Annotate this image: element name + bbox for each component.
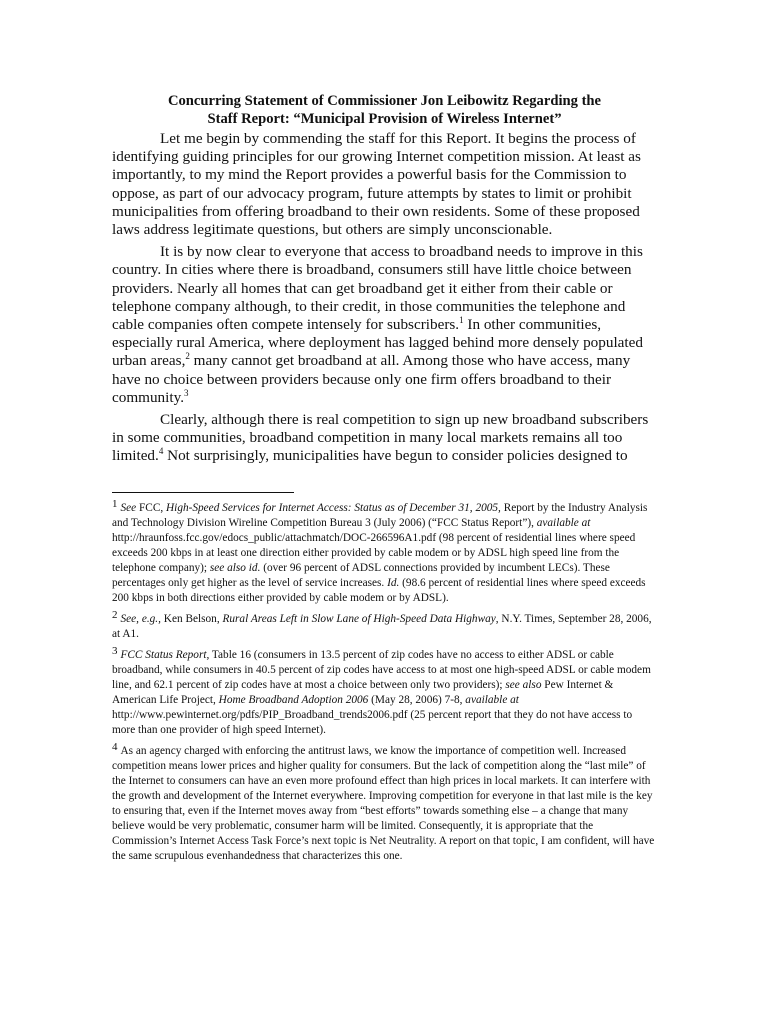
document-body bbox=[112, 92, 657, 870]
footnote-3-text-1: Table 16 (consumers in 13.5 percent of zip codes have no access to either ADSL or cable broadband, while consumers in 40.5 percent of zip codes have access to at most one high-speed ADSL or cable modem line, and 62.1 percent of zip codes have at most a choice between only two providers); bbox=[112, 648, 651, 691]
footnote-3-title: Home Broadband Adoption 2006 bbox=[218, 693, 369, 706]
footnote-2-text-2: , N.Y. Times, September 28, 2006, at A1. bbox=[112, 612, 652, 640]
footnote-3-ref: FCC Status Report, bbox=[120, 648, 210, 661]
footnote-1-see: See bbox=[120, 501, 137, 514]
footnote-3 bbox=[112, 644, 657, 738]
paragraph-3 bbox=[112, 411, 657, 466]
footnote-1-see-also: see also id. bbox=[209, 561, 261, 574]
page-title bbox=[112, 92, 657, 128]
footnote-1-text-3: http://hraunfoss.fcc.gov/edocs_public/attachmatch/DOC-266596A1.pdf (98 percent of residential lines where speed exceeds 200 kbps in at least one direction either provided by cable modem or by ADSL high speed line from the telephone company); bbox=[112, 531, 636, 574]
paragraph-3-text-b: Not surprisingly, municipalities have begun to consider policies designed to bbox=[163, 447, 628, 465]
footnote-ref-2: 2 bbox=[185, 351, 190, 362]
footnote-4-mark: 4 bbox=[112, 740, 118, 753]
footnote-2 bbox=[112, 608, 657, 642]
footnote-ref-4: 4 bbox=[158, 446, 164, 457]
footnote-4-text: As an agency charged with enforcing the antitrust laws, we know the importance of competition well. Increased competition means lower prices and higher quality for consumers. But the lack of competition along the “last mile” of the Internet to consumers can have an even more profound effect than high prices in local markets. It can interfere with the growth and development of the Internet everywhere. Improving competition for everyone in that last mile is the key to ensuring that, even if the Internet moves away from “best efforts” towards something else – a change that many believe would be very problematic, consumer harm will be limited. Consequently, it is appropriate that the Commission’s Internet Access Task Force’s next topic is Net Neutrality. A report on that topic, I am confident, will have the same scrupulous evenhandedness that characterizes this one. bbox=[112, 744, 655, 862]
footnote-2-text-1: Ken Belson, bbox=[160, 612, 223, 625]
title-line-2: Staff Report: “Municipal Provision of Wireless Internet” bbox=[207, 111, 562, 127]
footnote-4 bbox=[112, 740, 657, 864]
footnote-1-title: High-Speed Services for Internet Access: Status as of December 31, 2005, bbox=[166, 501, 501, 514]
title-line-1: Concurring Statement of Commissioner Jon Leibowitz Regarding the bbox=[167, 93, 602, 109]
footnote-2-mark: 2 bbox=[112, 608, 118, 621]
footnote-divider bbox=[112, 492, 294, 493]
paragraph-2-text-c: many cannot get broadband at all. Among those who have access, many have no choice between providers because only one firm offers broadband to their community. bbox=[112, 352, 631, 406]
paragraph-2 bbox=[112, 243, 657, 407]
footnote-1-mark: 1 bbox=[112, 497, 118, 510]
footnote-1-text-1: FCC, bbox=[136, 501, 167, 514]
footnote-3-text-3: (May 28, 2006) 7-8, bbox=[368, 693, 466, 706]
footnote-3-mark: 3 bbox=[112, 644, 118, 657]
footnote-3-see-also: see also bbox=[505, 678, 542, 691]
footnote-3-available: available at bbox=[465, 693, 519, 706]
paragraph-2-text-a: It is by now clear to everyone that access to broadband needs to improve in this country. In cities where there is broadband, consumers still have little choice between providers. Nearly all homes that can get broadband get it either from their cable or telephone company although, to their credit, in those communities the telephone and cable companies often compete intensely for subscribers. bbox=[112, 243, 643, 334]
paragraph-2-text-b: In other communities, especially rural America, where deployment has lagged behind more densely populated urban areas, bbox=[112, 316, 643, 370]
footnote-2-see: See, e.g., bbox=[120, 612, 161, 625]
footnote-1 bbox=[112, 497, 657, 606]
paragraph-1: Let me begin by commending the staff for this Report. It begins the process of identifying guiding principles for our growing Internet competition mission. At least as importantly, to my mind the Report provides a powerful basis for the Commission to oppose, as part of our advocacy program, future attempts by states to limit or prohibit municipalities from offering broadband to their own residents. Some of these proposed laws address legitimate questions, but others are simply unconscionable. bbox=[112, 130, 641, 239]
footnote-1-id: Id. bbox=[387, 576, 400, 589]
footnote-ref-3: 3 bbox=[184, 387, 189, 398]
footnote-3-text-4: http://www.pewinternet.org/pdfs/PIP_Broadband_trends2006.pdf (25 percent report that they do not have access to more than one provider of high speed Internet). bbox=[112, 708, 633, 736]
footnote-1-available: available at bbox=[536, 516, 591, 529]
footnote-2-title: Rural Areas Left in Slow Lane of High-Speed Data Highway bbox=[222, 612, 496, 625]
footnote-1-text-5: (98.6 percent of residential lines where speed exceeds 200 kbps in both directions either provided by cable modem or by ADSL). bbox=[112, 576, 646, 604]
footnote-3-text-2: Pew Internet & American Life Project, bbox=[112, 678, 614, 706]
footnote-1-text-4: (over 96 percent of ADSL connections provided by incumbent LECs). These percentages only get higher as the level of service increases. bbox=[112, 561, 610, 589]
paragraph-3-text-a: Clearly, although there is real competition to sign up new broadband subscribers in some communities, broadband competition in many local markets remains all too limited. bbox=[112, 411, 649, 465]
footnote-1-text-2: Report by the Industry Analysis and Technology Division Wireline Competition Bureau 3 (July 2006) (“FCC Status Report”), bbox=[112, 501, 648, 529]
footnote-ref-1: 1 bbox=[459, 314, 464, 325]
